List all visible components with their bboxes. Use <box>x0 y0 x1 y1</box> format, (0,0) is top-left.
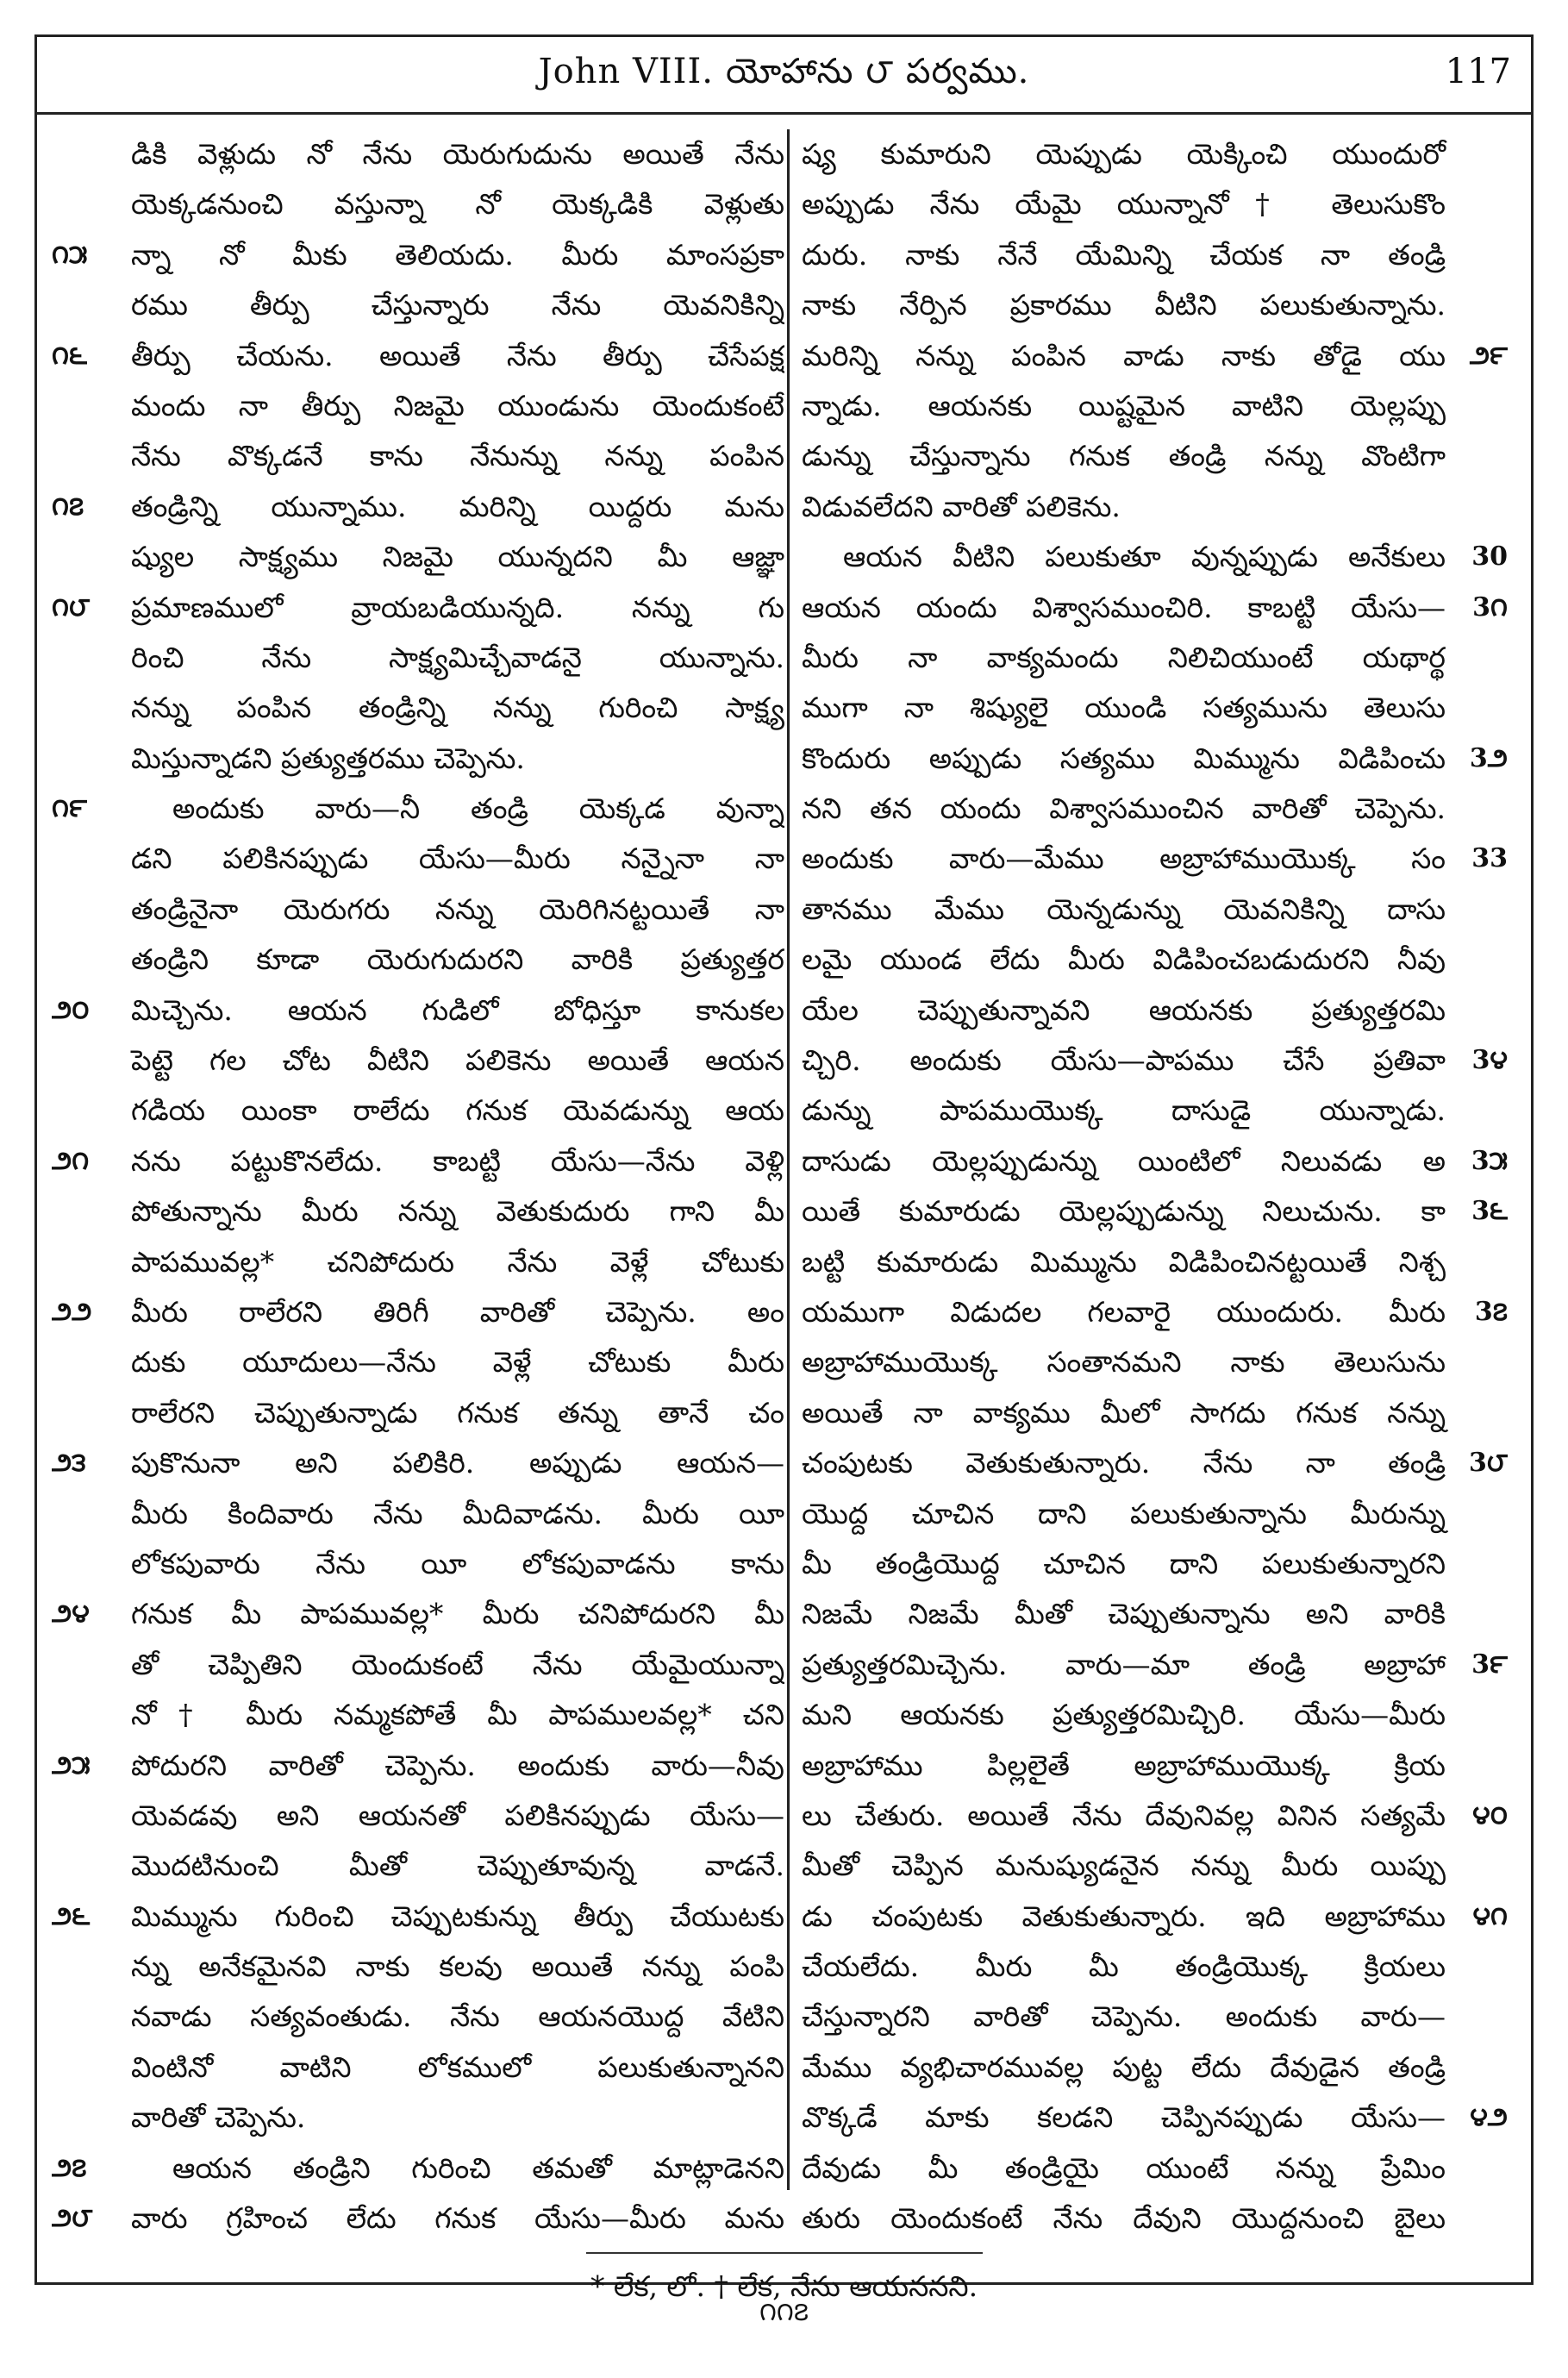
verse-text: పోతున్నాను మీరు నన్ను వెతుకుదురు గాని మీ <box>131 1194 784 1229</box>
verse-number: ౧౬ <box>52 340 87 371</box>
verse-number: ౨౩ <box>52 1448 86 1479</box>
verse-text: తండ్రినైనా యెరుగరు నన్ను యెరిగినట్టయితే నా <box>131 892 784 926</box>
text-line <box>52 885 784 935</box>
text-line <box>52 1237 784 1287</box>
verse-text: ష్య కుమారుని యెప్పుడు యెక్కించి యుందురో <box>802 137 1446 171</box>
verse-text: యెక్కడనుంచి వస్తున్నా నో యెక్కడికి వెళ్లుతు <box>131 187 784 222</box>
text-line <box>796 331 1508 381</box>
text-line <box>52 1942 784 1992</box>
verse-text: డున్ను చేస్తున్నాను గనుక తండ్రి నన్ను వొంటిగా <box>802 439 1446 473</box>
verse-number: ౨౯ <box>1469 340 1508 371</box>
verse-text: చంపుటకు వెతుకుతున్నారు. నేను నా తండ్రి <box>802 1446 1446 1480</box>
verse-text: అయితే నా వాక్యము మీలో సాగదు గనుక నన్ను <box>802 1395 1446 1430</box>
verse-text: దుకు యూదులు—నేను వెళ్లే చోటుకు మీరు <box>131 1345 784 1380</box>
verse-number: ౪౧ <box>1472 1900 1508 1931</box>
text-line <box>796 431 1508 481</box>
text-line <box>52 633 784 683</box>
text-line <box>796 1892 1508 1942</box>
text-line <box>796 1992 1508 2042</box>
text-line <box>796 683 1508 733</box>
verse-text: ప్రమాణములో వ్రాయబడియున్నది. నన్ను గు <box>131 590 784 624</box>
text-line <box>52 1992 784 2042</box>
verse-text: మీరు కిందివారు నేను మీదివాడను. మీరు యీ <box>131 1496 784 1530</box>
book-reference: John VIII. <box>538 52 714 91</box>
verse-text: డు చంపుటకు వెతుకుతున్నారు. ఇది అబ్రాహాము <box>802 1899 1446 1933</box>
text-line <box>796 1841 1508 1891</box>
text-line <box>796 1036 1508 1086</box>
verse-text: రాలేరని చెప్పుతున్నాడు గనుక తన్ను తానే చం <box>131 1395 784 1430</box>
verse-text: వొక్కడే మాకు కలడని చెప్పినప్పుడు యేసు— <box>802 2100 1446 2135</box>
text-line <box>52 2093 784 2143</box>
text-line <box>796 129 1508 179</box>
verse-text: నవాడు సత్యవంతుడు. నేను ఆయనయొద్ద వేటిని <box>131 1999 784 2034</box>
text-line <box>52 834 784 884</box>
verse-text: వారితో చెప్పెను. <box>131 2100 306 2135</box>
text-line <box>52 935 784 985</box>
verse-number: ౨౨ <box>52 1296 92 1327</box>
verse-text: పోదురని వారితో చెప్పెను. అందుకు వారు—నీవు <box>131 1748 784 1782</box>
text-line <box>52 1841 784 1891</box>
verse-text: ఆయన వీటిని పలుకుతూ వున్నప్పుడు అనేకులు <box>843 540 1446 574</box>
verse-number: ౨౫ <box>52 1749 91 1780</box>
verse-text: తీర్పు చేయను. అయితే నేను తీర్పు చేసేపక్ష <box>131 338 784 372</box>
text-line <box>796 1741 1508 1791</box>
verse-number: ౨౦ <box>52 994 90 1025</box>
text-line <box>52 734 784 784</box>
text-line <box>52 2143 784 2193</box>
text-line <box>52 1136 784 1186</box>
verse-number: 3౨ <box>1469 742 1508 773</box>
verse-text: మందు నా తీర్పు నిజమై యుండును యెందుకంటే <box>131 388 784 422</box>
left-column <box>52 129 784 2243</box>
text-line <box>796 583 1508 633</box>
verse-text: నో† మీరు నమ్మకపోతే మీ పాపములవల్ల* చని <box>131 1698 784 1732</box>
text-line <box>52 331 784 381</box>
text-line <box>796 1589 1508 1639</box>
text-line <box>52 1791 784 1841</box>
verse-number: ౨౮ <box>52 2203 93 2234</box>
verse-text: పాపమువల్ల* చనిపోదురు నేను వెళ్లే చోటుకు <box>131 1244 784 1279</box>
text-line <box>796 784 1508 834</box>
text-line <box>796 1287 1508 1337</box>
verse-number: 3౧ <box>1472 591 1508 623</box>
verse-text: బట్టి కుమారుడు మిమ్మును విడిపించినట్టయితే నిశ్చ <box>802 1244 1446 1279</box>
text-line <box>52 1438 784 1488</box>
verse-number: ౨౭ <box>52 2152 87 2183</box>
verse-text: ముగా నా శిష్యులై యుండి సత్యమును తెలుసు <box>802 691 1446 725</box>
text-line <box>796 885 1508 935</box>
verse-text: మిచ్చెను. ఆయన గుడిలో బోధిస్తూ కానుకల <box>131 992 784 1027</box>
verse-text: యేల చెప్పుతున్నావని ఆయనకు ప్రత్యుత్తరమి <box>802 992 1446 1027</box>
verse-text: యెవడవు అని ఆయనతో పలికినప్పుడు యేసు— <box>131 1798 784 1832</box>
verse-text: యొద్ద చూచిన దాని పలుకుతున్నాను మీరున్ను <box>802 1496 1446 1530</box>
verse-text: తో చెప్పితిని యెందుకంటే నేను యేమైయున్నా <box>131 1647 784 1681</box>
verse-number: 3౭ <box>1474 1296 1508 1327</box>
text-line <box>52 1489 784 1539</box>
verse-text: వింటినో వాటిని లోకములో పలుకుతున్నానని <box>131 2049 784 2084</box>
text-line <box>796 1086 1508 1136</box>
verse-text: నని తన యందు విశ్వాసముంచిన వారితో చెప్పెను. <box>802 792 1446 826</box>
verse-text: దేవుడు మీ తండ్రియై యుంటే నన్ను ప్రేమిం <box>802 2150 1446 2185</box>
text-line <box>52 1892 784 1942</box>
text-line <box>796 179 1508 229</box>
text-line <box>796 1791 1508 1841</box>
text-line <box>796 2143 1508 2193</box>
text-line <box>52 1690 784 1740</box>
verse-text: న్నాడు. ఆయనకు యిష్టమైన వాటిని యెల్లప్పు <box>802 388 1446 422</box>
text-line <box>796 1942 1508 1992</box>
verse-text: దురు. నాకు నేనే యేమిన్ని చేయక నా తండ్రి <box>802 237 1446 272</box>
verse-text: మీతో చెప్పిన మనుష్యుడనైన నన్ను మీరు యిప్పు <box>802 1849 1446 1883</box>
verse-number: 30 <box>1471 541 1508 573</box>
text-line <box>796 381 1508 431</box>
verse-text: లోకపువారు నేను యీ లోకపువాడను కాను <box>131 1546 784 1580</box>
verse-number: 3౮ <box>1469 1448 1508 1479</box>
text-line <box>796 1237 1508 1287</box>
verse-text: మీరు నా వాక్యమందు నిలిచియుంటే యథార్థ <box>802 640 1446 674</box>
verse-number: ౨౧ <box>52 1145 90 1176</box>
text-line <box>796 1690 1508 1740</box>
verse-text: తానము మేము యెన్నడున్ను యెవనికిన్ని దాసు <box>802 892 1446 926</box>
verse-text: న్ను అనేకమైనవి నాకు కలవు అయితే నన్ను పంపి <box>131 1949 784 1984</box>
text-line <box>52 1337 784 1387</box>
text-line <box>796 1136 1508 1186</box>
verse-number: 3౫ <box>1471 1145 1508 1176</box>
text-line <box>52 381 784 431</box>
header-rule <box>34 112 1534 115</box>
verse-number: ౪౦ <box>1472 1799 1508 1830</box>
verse-text: చ్చిరి. అందుకు యేసు—పాపము చేసే ప్రతివా <box>802 1043 1446 1078</box>
text-line <box>796 2043 1508 2093</box>
footnote-rule <box>586 2252 983 2254</box>
text-line <box>52 431 784 481</box>
verse-text: నన్ను పంపిన తండ్రిన్ని నన్ను గురించి సాక్ష్య <box>131 691 784 725</box>
verse-text: ఆయన యందు విశ్వాసముంచిరి. కాబట్టి యేసు— <box>802 590 1446 624</box>
running-head <box>34 47 1534 107</box>
text-line <box>796 1640 1508 1690</box>
text-line <box>52 986 784 1036</box>
text-line <box>52 1186 784 1236</box>
text-line <box>796 230 1508 280</box>
verse-text: మీరు రాలేరని తిరిగీ వారితో చెప్పెను. అం <box>131 1294 784 1329</box>
verse-text: దాసుడు యెల్లప్పుడున్ను యింటిలో నిలువడు అ <box>802 1143 1446 1178</box>
text-line <box>796 1388 1508 1438</box>
text-line <box>52 482 784 532</box>
verse-text: ఆయన తండ్రిని గురించి తమతో మాట్లాడెనని <box>172 2150 784 2185</box>
verse-text: లు చేతురు. అయితే నేను దేవునివల్ల వినిన సత్యమే <box>802 1798 1446 1832</box>
text-line <box>796 532 1508 582</box>
chapter-title: యోహాను ౮ పర్వము. <box>725 52 1030 91</box>
text-line <box>52 1539 784 1589</box>
text-line <box>52 1086 784 1136</box>
text-line <box>52 784 784 834</box>
verse-number: ౪౨ <box>1470 2102 1508 2133</box>
verse-text: తండ్రిన్ని యున్నాము. మరిన్ని యిద్దరు మను <box>131 489 784 523</box>
verse-text: మిస్తున్నాడని ప్రత్యుత్తరము చెప్పెను. <box>131 741 525 775</box>
text-line <box>52 1388 784 1438</box>
verse-text: యితే కుమారుడు యెల్లప్పుడున్ను నిలుచును. కా <box>802 1194 1446 1229</box>
verse-text: మీ తండ్రియొద్ద చూచిన దాని పలుకుతున్నారని <box>802 1546 1446 1580</box>
text-line <box>52 179 784 229</box>
verse-text: అప్పుడు నేను యేమై యున్నానో† తెలుసుకొం <box>802 187 1446 222</box>
text-line <box>796 633 1508 683</box>
verse-number: ౧౭ <box>52 491 84 522</box>
verse-text: కొందురు అప్పుడు సత్యము మిమ్మును విడిపించు <box>802 741 1446 775</box>
verse-text: పుకొనునా అని పలికిరి. అప్పుడు ఆయన— <box>131 1446 784 1480</box>
verse-number: 3౬ <box>1471 1196 1508 1227</box>
text-line <box>52 532 784 582</box>
text-line <box>52 583 784 633</box>
text-line <box>796 2193 1508 2243</box>
text-line <box>52 1036 784 1086</box>
verse-text: తండ్రిని కూడా యెరుగుదురని వారికి ప్రత్యుత్తర <box>131 942 784 977</box>
right-column <box>796 129 1508 2243</box>
text-line <box>52 230 784 280</box>
verse-text: మేము వ్యభిచారమువల్ల పుట్ట లేదు దేవుడైన తండ్రి <box>802 2049 1446 2084</box>
running-head-title <box>34 52 1534 100</box>
text-line <box>796 734 1508 784</box>
verse-text: రము తీర్పు చేస్తున్నారు నేను యెవనికిన్ని <box>131 288 784 322</box>
verse-text: అబ్రాహాము పిల్లలైతే అబ్రాహాముయొక్క క్రియ <box>802 1748 1446 1782</box>
text-line <box>796 280 1508 330</box>
verse-text: నిజమే నిజమే మీతో చెప్పుతున్నాను అని వారికి <box>802 1597 1446 1631</box>
verse-number: ౧౫ <box>52 239 88 270</box>
verse-text: గనుక మీ పాపమువల్ల* మీరు చనిపోదురని మీ <box>131 1597 784 1631</box>
verse-text: వారు గ్రహించ లేదు గనుక యేసు—మీరు మను <box>131 2201 784 2236</box>
verse-text: యముగా విడుదల గలవారై యుందురు. మీరు <box>802 1294 1446 1329</box>
verse-text: లమై యుండ లేదు మీరు విడిపించబడుదురని నీవు <box>802 942 1446 977</box>
verse-text: ప్రత్యుత్తరమిచ్చెను. వారు—మా తండ్రి అబ్రాహా <box>802 1647 1446 1681</box>
text-line <box>52 129 784 179</box>
verse-text: ష్యుల సాక్ష్యము నిజమై యున్నదని మీ ఆజ్ఞా <box>131 540 784 574</box>
text-line <box>796 482 1508 532</box>
text-line <box>52 1640 784 1690</box>
verse-text: మరిన్ని నన్ను పంపిన వాడు నాకు తోడై యు <box>802 338 1446 372</box>
verse-text: నాకు నేర్పిన ప్రకారము వీటిని పలుకుతున్నాను. <box>802 288 1446 322</box>
text-line <box>52 1589 784 1639</box>
verse-text: అబ్రాహాముయొక్క సంతానమని నాకు తెలుసును <box>802 1345 1446 1380</box>
verse-text: నేను వొక్కడనే కాను నేనున్ను నన్ను పంపిన <box>131 439 784 473</box>
verse-text: అందుకు వారు—మేము అబ్రాహాముయొక్క సం <box>802 842 1446 876</box>
text-line <box>52 1741 784 1791</box>
verse-text: డున్ను పాపముయొక్క దాసుడై యున్నాడు. <box>802 1093 1446 1128</box>
verse-number: ౧౯ <box>52 793 87 824</box>
verse-number: ౨౪ <box>52 1599 90 1630</box>
verse-number: 3౪ <box>1471 1045 1508 1076</box>
verse-text: నను పట్టుకొనలేదు. కాబట్టి యేసు—నేను వెళ్లి <box>131 1143 784 1178</box>
verse-number: 33 <box>1471 843 1508 874</box>
footnote: * లేక, లో. † లేక, నేను ఆయననని. <box>590 2269 978 2303</box>
text-line <box>796 1337 1508 1387</box>
verse-text: మిమ్మును గురించి చెప్పుటకున్ను తీర్పు చేయుటకు <box>131 1899 784 1933</box>
verse-number: ౨౬ <box>52 1900 91 1931</box>
verse-text: మొదటినుంచి మీతో చెప్పుతూవున్న వాడనే. <box>131 1849 784 1883</box>
verse-text: రించి నేను సాక్ష్యమిచ్చేవాడనై యున్నాను. <box>131 640 784 674</box>
page-number: 117 <box>1445 52 1511 91</box>
verse-text: తురు యెందుకంటే నేను దేవుని యొద్దనుంచి బైలు <box>802 2201 1446 2236</box>
text-line <box>796 834 1508 884</box>
verse-number: 3౯ <box>1471 1649 1508 1680</box>
column-divider <box>787 129 790 2190</box>
text-line <box>796 1186 1508 1236</box>
text-line <box>52 683 784 733</box>
verse-text: పెట్టె గల చోట వీటిని పలికెను అయితే ఆయన <box>131 1043 784 1078</box>
verse-text: న్నా నో మీకు తెలియదు. మీరు మాంసప్రకా <box>131 237 784 272</box>
verse-text: విడువలేదని వారితో పలికెను. <box>802 489 1121 523</box>
verse-text: మని ఆయనకు ప్రత్యుత్తరమిచ్చిరి. యేసు—మీరు <box>802 1698 1446 1732</box>
text-line <box>796 935 1508 985</box>
text-line <box>52 280 784 330</box>
text-line <box>796 1539 1508 1589</box>
verse-text: డని పలికినప్పుడు యేసు—మీరు నన్నైనా నా <box>131 842 784 876</box>
text-line <box>52 1287 784 1337</box>
text-line <box>796 1438 1508 1488</box>
text-line <box>796 1489 1508 1539</box>
text-line <box>796 2093 1508 2143</box>
verse-text: డికి వెళ్లుదు నో నేను యెరుగుదును అయితే నేను <box>131 137 784 171</box>
verse-text: చేస్తున్నారని వారితో చెప్పెను. అందుకు వారు— <box>802 1999 1446 2034</box>
signature-mark: ౧౧౭ <box>759 2297 809 2327</box>
verse-text: చేయలేదు. మీరు మీ తండ్రియొక్క క్రియలు <box>802 1949 1446 1984</box>
text-line <box>796 986 1508 1036</box>
text-line <box>52 2043 784 2093</box>
text-line <box>52 2193 784 2243</box>
verse-text: అందుకు వారు—నీ తండ్రి యెక్కడ వున్నా <box>172 792 784 826</box>
verse-text: గడియ యింకా రాలేదు గనుక యెవడున్ను ఆయ <box>131 1093 784 1128</box>
verse-number: ౧౮ <box>52 591 91 623</box>
